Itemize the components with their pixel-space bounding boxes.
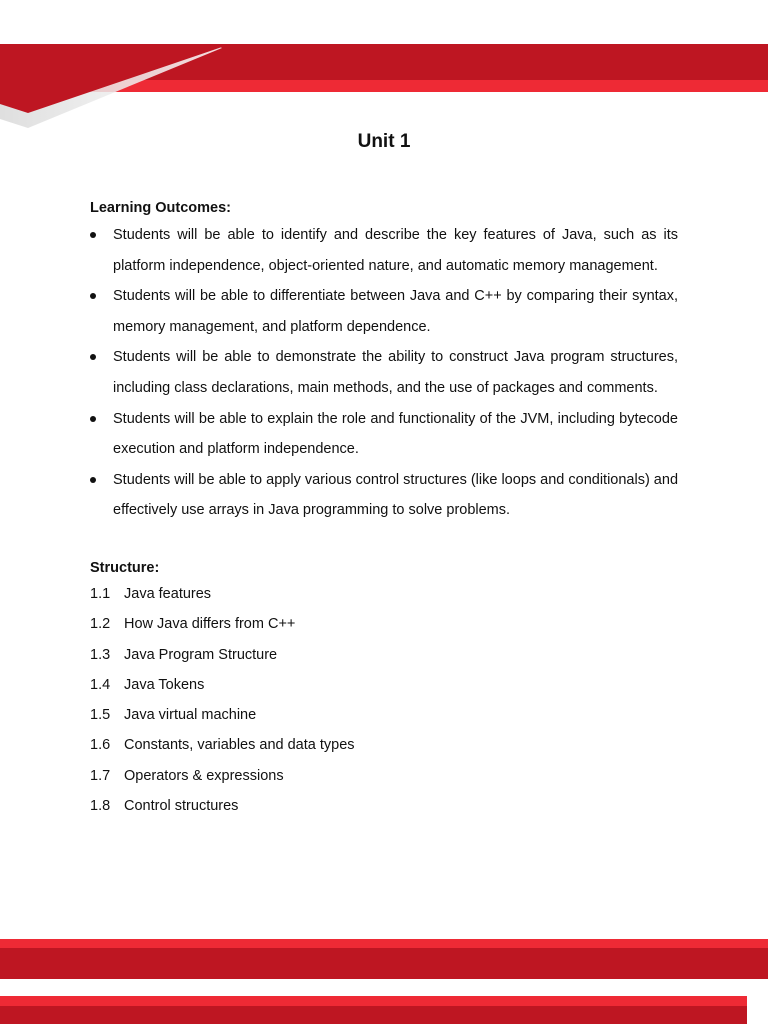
list-item [90,404,678,465]
footer-bright-stripe-bottom [0,996,747,1006]
structure-item-label: Control structures [124,798,239,815]
outcome-text: Students will be able to demonstrate the ability to construct Java program structures, including class declarations, main methods, and the use of packages and comments. [113,349,678,396]
structure-item [90,670,678,700]
structure-item [90,579,678,609]
bullet-icon [90,232,96,238]
footer-dark-stripe-bottom [0,1006,747,1024]
structure-item-label: Java Program Structure [124,646,278,663]
structure-item-label: Java virtual machine [124,707,257,724]
learning-outcomes-list [90,220,678,526]
structure-item-number: 1.4 [90,676,111,693]
bullet-icon [90,416,96,422]
footer-decoration [0,936,768,1024]
structure-item-label: Constants, variables and data types [124,737,355,754]
bullet-icon [90,354,96,360]
structure-item-number: 1.3 [90,646,111,663]
list-item [90,465,678,526]
structure-item [90,700,678,730]
structure-item [90,791,678,821]
structure-item-label: How Java differs from C++ [124,616,296,633]
structure-item [90,761,678,791]
outcome-text: Students will be able to explain the role and functionality of the JVM, including bytecode execution and platform independence. [113,410,678,458]
structure-item-label: Java Tokens [124,676,205,693]
list-item [90,281,678,342]
structure-item-number: 1.2 [90,616,111,633]
structure-item [90,640,678,670]
structure-item-label: Operators & expressions [124,767,284,784]
list-item [90,342,678,403]
structure-item-number: 1.7 [90,767,111,784]
outcome-text: Students will be able to apply various control structures (like loops and conditionals) and effectively use arrays in Java programming to solve problems. [113,471,679,519]
bullet-icon [90,477,96,483]
structure-item [90,609,678,639]
structure-item-number: 1.1 [90,585,111,602]
learning-outcomes-heading: Learning Outcomes: [90,200,231,216]
structure-list [90,579,678,821]
structure-heading: Structure: [90,559,160,576]
header-decoration [0,0,768,135]
structure-item-number: 1.6 [90,737,111,754]
outcome-text: Students will be able to differentiate between Java and C++ by comparing their syntax, memory management, and platform dependence. [113,288,678,335]
page-content [90,128,678,821]
structure-item-number: 1.8 [90,798,111,815]
structure-item-label: Java features [124,585,212,602]
structure-item [90,730,678,760]
bullet-icon [90,293,96,299]
page-title: Unit 1 [357,131,411,152]
outcome-text: Students will be able to identify and describe the key features of Java, such as its platform independence, object-oriented nature, and automatic memory management. [113,227,678,274]
footer-bright-stripe-top [0,939,768,948]
footer-dark-band [0,948,768,979]
list-item [90,220,678,281]
structure-item-number: 1.5 [90,707,111,724]
